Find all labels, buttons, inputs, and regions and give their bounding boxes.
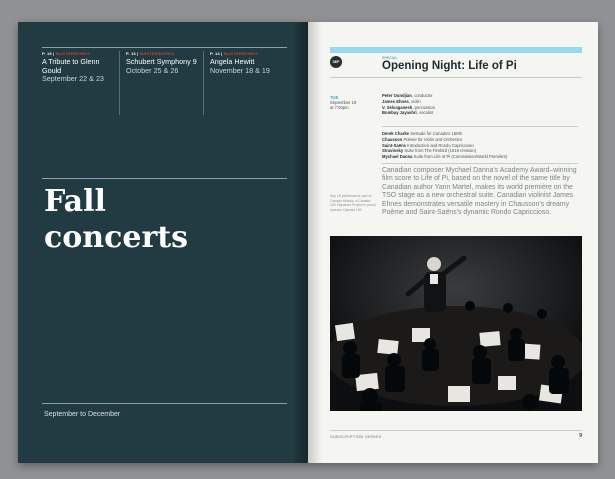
concert-title: Angela Hewitt (210, 57, 255, 66)
series-label: MASTERWORKS (223, 51, 259, 56)
event-date: September 19 (330, 100, 357, 106)
work-title: Suite from The Firebird (1919 revision) (404, 148, 476, 154)
work-title: Sestude for Canada's 150th (410, 131, 462, 136)
page-ref: P. 19 (42, 51, 52, 56)
section-title (44, 184, 188, 256)
title-line-1: Fall (44, 184, 106, 219)
concert-title: Schubert Symphony 9 (126, 57, 197, 66)
concert-column (119, 51, 203, 115)
concert-columns (42, 51, 287, 115)
orchestra-photo (330, 236, 582, 411)
composer-name: Stravinsky (382, 148, 404, 154)
event-datetime (330, 95, 356, 111)
header-rule (330, 77, 582, 78)
composer-name: Mychael Danna (382, 154, 413, 160)
performer-name: Peter Oundjian (382, 93, 412, 98)
series-label: MASTERWORKS (139, 51, 175, 56)
performer-name: James Ehnes (382, 98, 409, 104)
event-title: Opening Night: Life of Pi (382, 60, 517, 72)
performer-name: V. Selvaganesh (382, 104, 413, 110)
title-line-2: concerts (44, 220, 188, 255)
work-title: Suite from Life of Pi (Commission/World Première) (413, 154, 508, 160)
program-line (382, 154, 578, 160)
accent-bar (330, 47, 582, 53)
orchestra-image (330, 236, 582, 411)
right-page (308, 22, 598, 463)
top-rule (42, 47, 287, 48)
concert-date: October 25 & 26 (126, 65, 179, 75)
concert-date: September 22 & 23 (42, 74, 104, 83)
performer-role: , percussion (412, 104, 435, 110)
divider-rule (42, 178, 287, 179)
event-day: TUE (330, 95, 339, 100)
concert-ref: P. 13 | MASTERWORKS (126, 51, 175, 56)
concert-date: November 18 & 19 (210, 65, 270, 75)
concert-column (203, 51, 287, 115)
performer-name: Bombay Jayashri (382, 110, 417, 116)
month-badge: SEP (330, 56, 342, 68)
concert-column (42, 51, 119, 115)
event-category: SPECIAL (382, 56, 398, 60)
season-range: September to December (44, 411, 121, 418)
work-title: Poème for Violin and Orchestra (403, 136, 462, 142)
page-number: 9 (579, 433, 582, 439)
series-label: MASTERWORKS (55, 51, 91, 56)
work-title: Introduction and Rondo Capriccioso (407, 142, 474, 148)
performer-list (382, 93, 578, 116)
composer-name: Saint-Saëns (382, 142, 406, 148)
performer-role: , violin (408, 98, 421, 104)
event-description: Canadian composer Mychael Danna's Academy Award–winning film score to Life of Pi, based on the novel of the same title by Canadian author Yann Martel, makes its world première on the TSO stage as a new orchestral suite. Canadian violinist James Ehnes demonstrates versatile mastery in Chausson's dreamy Poème and Saint-Saëns's dynamic Rondo Capriccioso. (382, 167, 577, 217)
composer-name: Chausson (382, 136, 403, 142)
page-ref: P. 14 (210, 51, 220, 56)
composer-name: Derek Charke (382, 131, 410, 136)
bottom-rule (42, 403, 287, 404)
program-list (382, 131, 578, 160)
performer-line (382, 110, 578, 116)
performer-role: , conductor (411, 93, 433, 98)
performer-role: , vocalist (416, 110, 433, 116)
page-ref: P. 13 (126, 51, 136, 56)
left-page (18, 22, 308, 463)
concert-ref: P. 19 | MASTERWORKS (42, 51, 91, 56)
program-rule (382, 126, 578, 127)
concert-ref: P. 14 | MASTERWORKS (210, 51, 259, 56)
concert-title: A Tribute to Glenn Gould (42, 57, 100, 75)
sidenote: Sep 19 performance part of Canada Mosaic, a Canada 150 Signature Project in proud sponsor Canada 150 (330, 194, 376, 212)
event-time: at 7:00pm (330, 105, 349, 111)
footer-label: SUBSCRIPTION SERIES (330, 434, 382, 439)
magazine-spread (18, 22, 598, 463)
description-rule (382, 163, 578, 164)
page-footer (330, 430, 582, 440)
